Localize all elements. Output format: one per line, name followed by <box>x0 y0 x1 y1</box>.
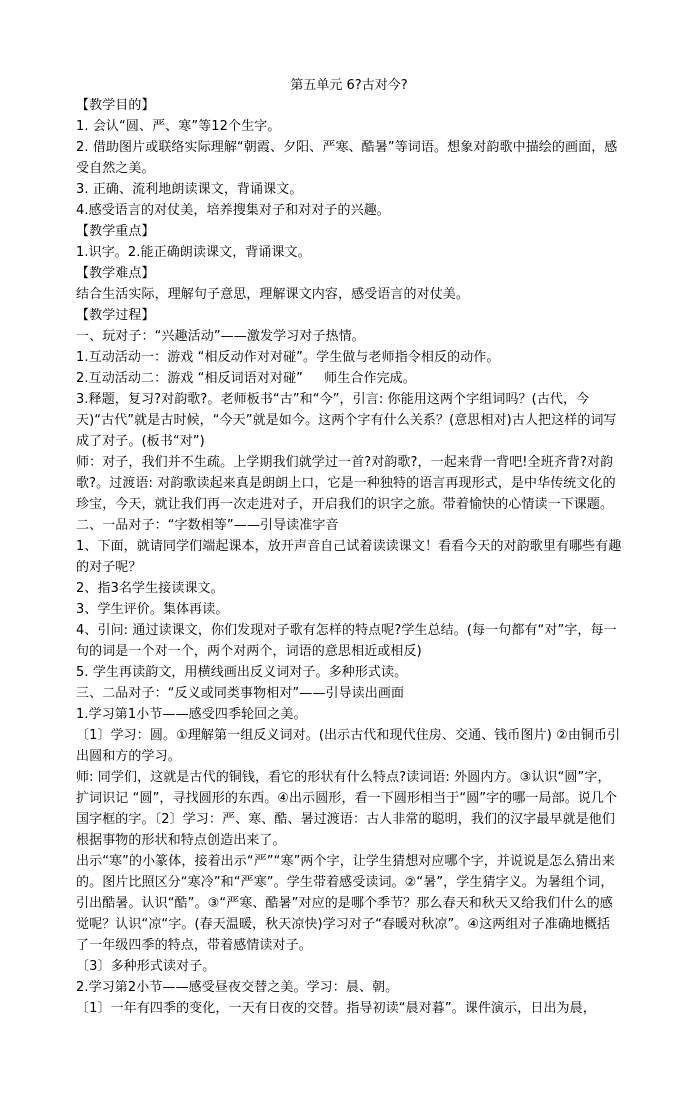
page-title: 第五单元 6?古对今? <box>290 78 408 93</box>
text-line: 〔1〕学习：圆。①理解第一组反义词对。(出示古代和现代住房、交通、钱币图片) ②由铜币引出圆和方的学习。 <box>76 728 621 764</box>
text-line: 3、学生评价。集体再读。 <box>76 602 229 617</box>
text-line: 1.学习第1小节——感受四季轮回之美。 <box>76 707 307 722</box>
text-line: 【教学难点】 <box>76 266 155 281</box>
text-line: 三、二品对子：“反义或同类事物相对”——引导读出画面 <box>76 686 405 701</box>
text-line: 一、玩对子：“兴趣活动”——激发学习对子热情。 <box>76 329 365 344</box>
text-line: 【教学过程】 <box>76 308 155 323</box>
text-line: 2.互动活动二：游戏 “相反词语对对碰” 师生合作完成。 <box>76 371 416 386</box>
text-line: 师：对子，我们并不生疏。上学期我们就学过一首?对韵歌?，一起来背一背吧!全班齐背?对韵歌?。过渡语: 对韵歌读起来真是朗朗上口，它是一种独特的语言再现形式，是中华传统文化的珍宝，今天，就让我们再一次走进对子，开启我们的识字之旅。带着愉快的心情读一下课题。 <box>76 455 616 512</box>
document-page <box>76 76 622 1019</box>
text-line: 3.释题，复习?对韵歌?。老师板书“古”和“今”，引言: 你能用这两个字组词吗？(古代，今天)“古代”就是古时候，“今天”就是如今。这两个字有什么关系？(意思相对)古人把这样的词写成了对子。(板书“对”) <box>76 392 617 449</box>
text-line: 1. 会认“圆、严、寒”等12个生字。 <box>76 119 281 134</box>
text-line: 4、引问: 通过读课文，你们发现对子歌有怎样的特点呢?学生总结。(每一句都有“对”字，每一句的词是一个对一个，两个对两个，词语的意思相近或相反) <box>76 623 617 659</box>
text-line: 1、下面，就请同学们端起课本，放开声音自己试着读读课文！看看今天的对韵歌里有哪些有趣的对子呢？ <box>76 539 622 575</box>
text-line: 2、指3名学生接读课文。 <box>76 581 224 596</box>
text-line: 5. 学生再读韵文，用横线画出反义词对子。多种形式读。 <box>76 665 408 680</box>
text-line: 2. 借助图片或联络实际理解“朝霞、夕阳、严寒、酷暑”等词语。想象对韵歌中描绘的画面，感受自然之美。 <box>76 140 618 176</box>
document-body <box>76 95 622 1019</box>
text-line: 【教学目的】 <box>76 98 155 113</box>
text-line: 【教学重点】 <box>76 224 155 239</box>
text-line: 出示“寒”的小篆体，接着出示“严”“寒”两个字，让学生猜想对应哪个字，并说说是怎么猜出来的。图片比照区分“寒冷”和“严寒”。学生带着感受读词。②“暑”，学生猜字义。为暑组个词，引出酷暑。认识“酷”。③“严寒、酷暑”对应的是哪个季节？那么春天和秋天又给我们什么的感觉呢？认识“凉“字。(春天温暖，秋天凉快)学习对子“春暖对秋凉”。④这两组对子准确地概括了一年级四季的特点，带着感情读对子。 <box>76 854 615 953</box>
text-line: 师: 同学们，这就是古代的铜钱，看它的形状有什么特点?读词语: 外圆内方。③认识“圆”字，扩词识记 “圆”，寻找圆形的东西。④出示圆形，看一下圆形相当于“圆”字的哪一局部。说几个国字框的字。〔2〕学习：严、寒、酷、暑过渡语：古人非常的聪明，我们的汉字最早就是他们根据事物的形状和特点创造出来了。 <box>76 770 618 848</box>
text-line: 2.学习第2小节——感受昼夜交替之美。学习：晨、朝。 <box>76 980 399 995</box>
text-line: 二、一品对子：“字数相等”——引导读准字音 <box>76 518 339 533</box>
text-line: 1.互动活动一：游戏 “相反动作对对碰”。学生做与老师指令相反的动作。 <box>76 350 500 365</box>
text-line: 〔3〕多种形式读对子。 <box>76 959 216 974</box>
text-line: 3. 正确、流利地朗读课文，背诵课文。 <box>76 182 303 197</box>
text-line: 〔1〕一年有四季的变化，一天有日夜的交替。指导初读“晨对暮”。课件演示，日出为晨， <box>76 1001 596 1016</box>
text-line: 1.识字。2.能正确朗读课文，背诵课文。 <box>76 245 311 260</box>
text-line: 结合生活实际，理解句子意思，理解课文内容，感受语言的对仗美。 <box>76 287 470 302</box>
text-line: 4.感受语言的对仗美，培养搜集对子和对对子的兴趣。 <box>76 203 390 218</box>
